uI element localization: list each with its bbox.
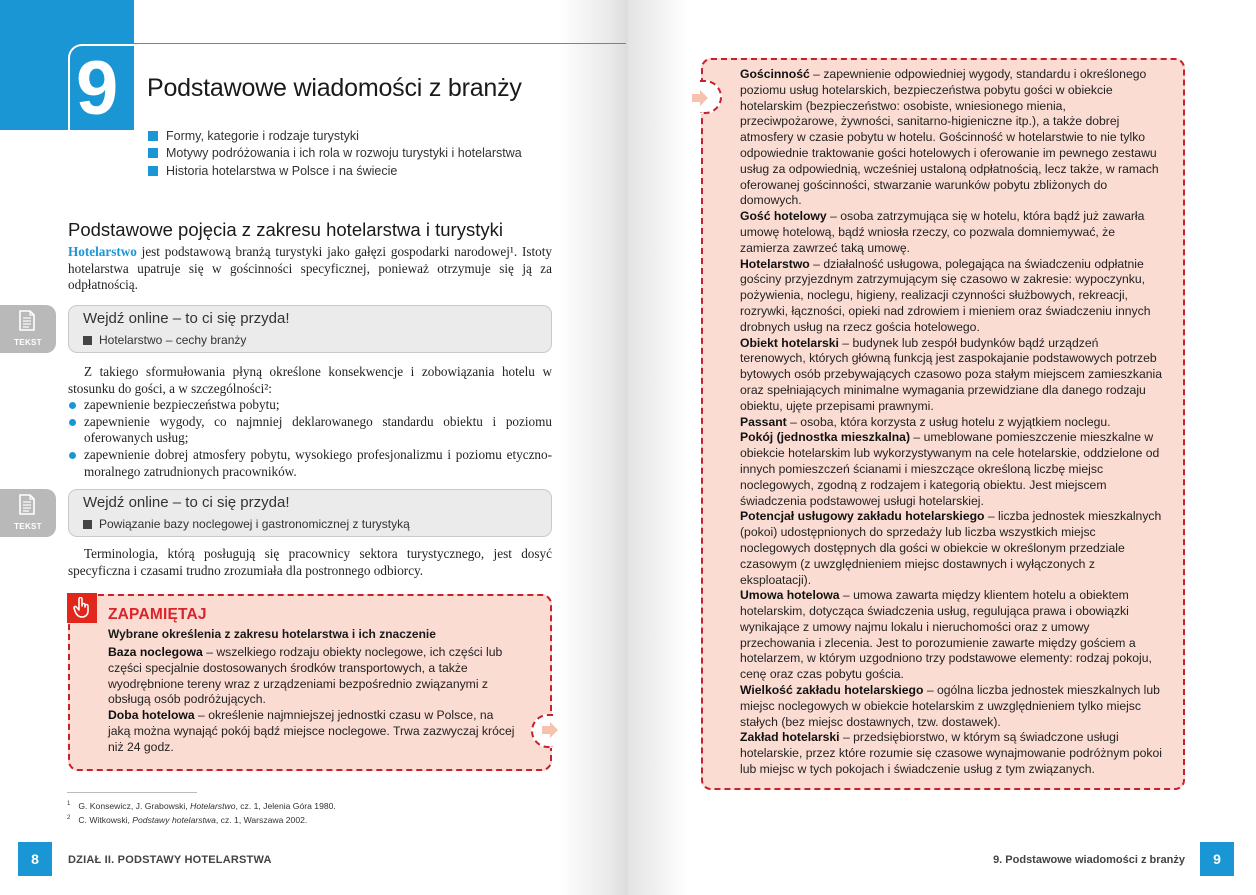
running-head: 9. Podstawowe wiadomości z branży: [993, 854, 1185, 866]
definition-item: Wielkość zakładu hotelarskiego – ogólna liczba jednostek mieszkalnych lub miejsc noclegowych w obiekcie hotelarskim z uwzględnieniem tylko miejsc stałych (bez miejsc dostawnych, tzw. dostawek).: [740, 683, 1160, 729]
definition-item: Zakład hotelarski – przedsiębiorstwo, w którym są świadczone usługi hotelarskie, przez które rozumie się czasowe wynajmowanie podróżnym pokoi lub miejsc w tych pokojach i świadczenie usług z tym związanych.: [740, 730, 1163, 777]
definitions-list: [108, 645, 518, 756]
online-resource-link[interactable]: Hotelarstwo – cechy branży: [83, 333, 246, 347]
keyword-hotelarstwo: Hotelarstwo: [68, 244, 137, 259]
chapter-number: 9: [76, 46, 119, 131]
page-gutter-shadow: [558, 0, 628, 895]
footnote: $^2$ C. Witkowski, Podstawy hotelarstwa, cz. 1, Warszawa 2002.: [67, 815, 308, 826]
continue-arrow-icon: [550, 722, 558, 738]
section-title: Podstawowe pojęcia z zakresu hotelarstwa i turystyki: [68, 219, 503, 240]
chapter-topic: Historia hotelarstwa w Polsce i na świecie: [148, 162, 522, 180]
definition-item: Potencjał usługowy zakładu hotelarskiego – liczba jednostek mieszkalnych (pokoi) udostępnionych do sprzedaży lub liczba wszystkich miejsc noclegowych dostępnych dla gości w obiekcie w określonym przedziale czasowym (z uwzględnieniem miejsc dostawnych i wyłączonych z eksploatacji).: [740, 509, 1162, 587]
chapter-topic: Formy, kategorie i rodzaje turystyki: [148, 127, 522, 145]
chapter-topics: [148, 127, 522, 180]
pointing-hand-icon: [72, 597, 92, 619]
list-item: zapewnienie wygody, co najmniej deklarowanego standardu obiektu i poziomu oferowanych usług;: [68, 414, 552, 447]
list-item: zapewnienie dobrej atmosfery pobytu, wysokiego profesjonalizmu i poziomu etyczno-moralnego zatrudnionych pracowników.: [68, 447, 552, 480]
list-item: zapewnienie bezpieczeństwa pobytu;: [68, 397, 552, 414]
online-resource-box[interactable]: [68, 489, 552, 537]
document-icon: [19, 494, 35, 515]
text-resource-tab[interactable]: [0, 489, 56, 537]
chapter-rule: [134, 43, 626, 44]
definition-item: Gościnność – zapewnienie odpowiedniej wygody, standardu i określonego poziomu usług hotelarskich, bezpieczeństwa pobytu gości w obiekcie hotelarskim (bezpieczeństwo: osobiste, wniesionego mienia, przeciwpożarowe, żywności, sanitarno-higieniczne itp.), a także dobrej atmosfery w czasie pobytu w hotelu. Gościnność w hotelarstwie to nie tylko odpowiednie traktowanie gości hotelowych i oferowanie im pewnego zestawu usług za odpowiednią, wcześniej ustaloną odpłatnością, lecz także, w ramach oferowanej gościnności, stwarzanie warunków pobytu zbliżonych do domowych.: [740, 67, 1159, 208]
obligations-list: [68, 397, 552, 480]
definition-item: Pokój (jednostka mieszkalna) – umeblowane pomieszczenie mieszkalne w obiekcie hotelarskim lub wykorzystywanym na cele hotelarskie, oddzielone od innych pomieszczeń ścianami i mieszczące określoną liczbę miejsc noclegowych, zgodną z rodzajem i kategorią obiektu. Jest miejscem świadczenia podstawowej usługi hotelarskiej.: [740, 430, 1160, 508]
online-resource-link[interactable]: Powiązanie bazy noclegowej i gastronomicznej z turystyką: [83, 517, 410, 531]
obligations-paragraph: Z takiego sformułowania płyną określone konsekwencje i zobowiązania hotelu w stosunku do gości, a w szczególności²: zapewnienie bezpieczeństwa pobytu; zapewnienie wygody, co najmniej deklarowanego standardu obiektu i poziomu oferowanych usług; zapewnienie dobrej atmosfery pobytu, wysokiego profesjonalizmu i poziomu etyczno-moralnego zatrudnionych pracowników.: [68, 364, 552, 479]
definition-item: Umowa hotelowa – umowa zawarta między klientem hotelu a obiektem hotelarskim, dotycząca świadczenia usług, regulująca prawa i obowiązki wynikające z umowy najmu lokalu i nieruchomości oraz z umowy przechowania i zlecenia. Jest to porozumienie zawarte między gościem a hotelarzem, w którym uzgodniono trzy podstawowe elementy: rodzaj pokoju, cenę oraz czas pobytu gościa.: [740, 588, 1152, 682]
tab-label: TEKST: [14, 338, 42, 347]
online-resource-box[interactable]: [68, 305, 552, 353]
chapter-topic: Motywy podróżowania i ich rola w rozwoju turystyki i hotelarstwa: [148, 145, 522, 163]
remember-heading: ZAPAMIĘTAJ: [108, 606, 207, 623]
continue-arrow-icon: [700, 90, 708, 106]
square-bullet-icon: [83, 336, 92, 345]
definition-item: Doba hotelowa – określenie najmniejszej jednostki czasu w Polsce, na jaką można wynająć pokój bądź miejsce noclegowe. Trwa zazwyczaj krócej niż 24 godz.: [108, 708, 515, 754]
tab-label: TEKST: [14, 522, 42, 531]
online-box-title: Wejdź online – to ci się przyda!: [83, 310, 290, 327]
definition-item: Obiekt hotelarski – budynek lub zespół budynków bądź urządzeń terenowych, których główną funkcją jest zaspokajanie podstawowych potrzeb bytowych osób przebywających czasowo poza stałym miejscem zamieszkania oraz spełniających minimalne wymagania przewidziane dla danego rodzaju obiektu, ujęte przepisami prawnymi.: [740, 335, 1162, 413]
footnotes: [67, 798, 336, 827]
running-head: DZIAŁ II. PODSTAWY HOTELARSTWA: [68, 854, 272, 866]
chapter-title: Podstawowe wiadomości z branży: [147, 74, 522, 102]
definition-item: Hotelarstwo – działalność usługowa, polegająca na świadczeniu odpłatnie gościny przyjezdnym zatrzymującym się czasowo w zakresie: wypoczynku, pożywienia, noclegu, higieny, realizacji czynności służbowych, rekreacji, rozrywki, łączności, opieki nad zdrowiem i mieniem oraz świadczeniu innych drobnych usług na rzecz gościa hotelowego.: [740, 256, 1151, 334]
document-icon: [19, 310, 35, 331]
square-bullet-icon: [148, 131, 158, 141]
definition-item: Baza noclegowa – wszelkiego rodzaju obiekty noclegowe, ich części lub części specjalnie dostosowanych środków transportowych, a także wyodrębnione tereny wraz z urządzeniami bezpośrednio związanymi z obsługą osób podróżujących.: [108, 645, 503, 707]
remember-badge: [67, 593, 97, 623]
definitions-list: [740, 67, 1162, 778]
square-bullet-icon: [148, 166, 158, 176]
definition-item: Passant – osoba, która korzysta z usług hotelu z wyjątkiem noclegu.: [740, 414, 1111, 429]
square-bullet-icon: [83, 520, 92, 529]
text-resource-tab[interactable]: [0, 305, 56, 353]
footnote: $^1$ G. Konsewicz, J. Grabowski, Hotelarstwo, cz. 1, Jelenia Góra 1980.: [67, 800, 336, 811]
definition-item: Gość hotelowy – osoba zatrzymująca się w hotelu, która bądź już zawarła umowę hotelową, bądź wniosła rzeczy, co pozwala domniemywać, że zamierza zawrzeć taką umowę.: [740, 209, 1145, 255]
remember-subheading: Wybrane określenia z zakresu hotelarstwa i ich znaczenie: [108, 627, 436, 641]
page-number: 8: [18, 842, 52, 876]
square-bullet-icon: [148, 148, 158, 158]
page-gutter-shadow: [628, 0, 688, 895]
page-number: 9: [1200, 842, 1234, 876]
intro-paragraph: Hotelarstwo jest podstawową branżą turystyki jako gałęzi gospodarki narodowej¹. Istoty hotelarstwa upatruje się w gościnności specyficznej, ponieważ otrzymuje się ją za odpłatnością.: [68, 244, 552, 293]
footnote-rule: [67, 792, 197, 793]
terminology-paragraph: Terminologia, którą posługują się pracownicy sektora turystycznego, jest dosyć specyficzna i czasami trudno zrozumiała dla postronnego odbiorcy.: [68, 546, 552, 578]
online-box-title: Wejdź online – to ci się przyda!: [83, 494, 290, 511]
